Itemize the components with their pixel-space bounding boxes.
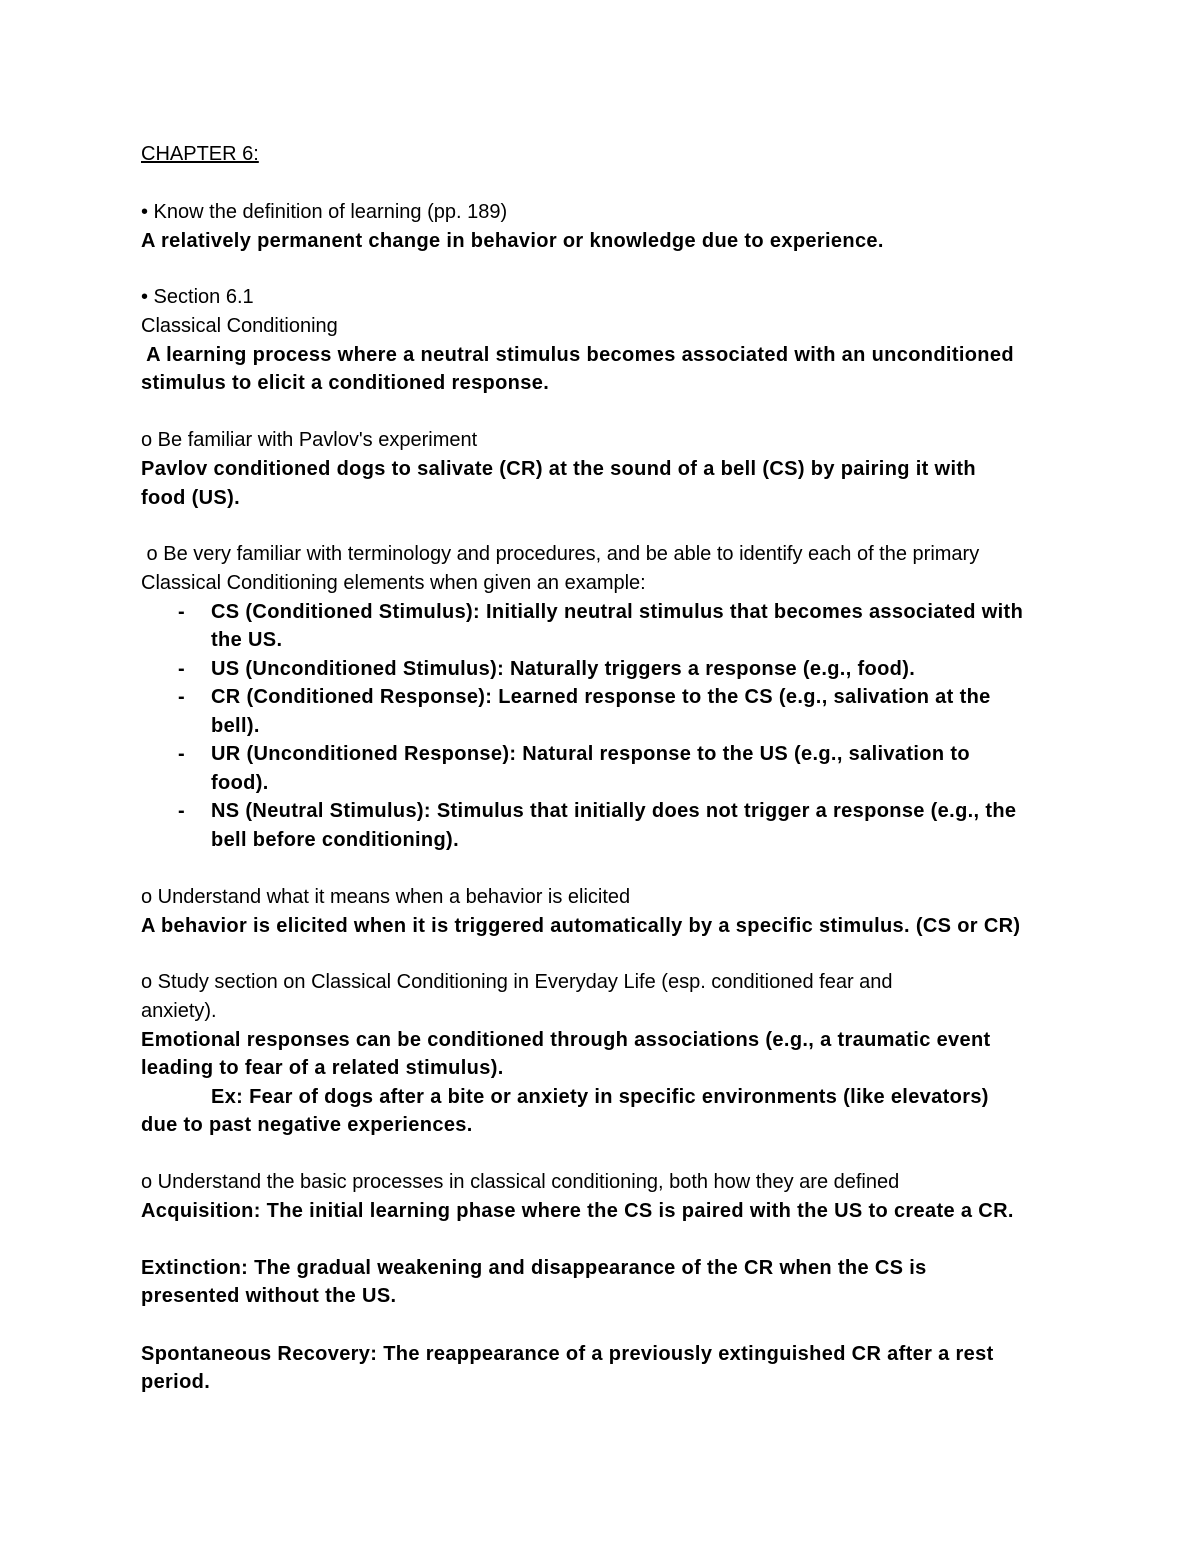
extinction-definition-line1: Extinction: The gradual weakening and disappearance of the CR when the CS is	[141, 1257, 927, 1279]
spontaneous-recovery-definition-line2: period.	[141, 1371, 211, 1393]
list-dash: -	[178, 800, 185, 822]
classical-conditioning-definition-line2: stimulus to elicit a conditioned response.	[141, 372, 550, 394]
list-item-text-continued: bell).	[211, 715, 260, 737]
list-item-text: US (Unconditioned Stimulus): Naturally triggers a response (e.g., food).	[211, 658, 916, 680]
learning-prompt: • Know the definition of learning (pp. 189)	[141, 201, 508, 223]
list-dash: -	[178, 601, 185, 623]
classical-conditioning-definition-line1: A learning process where a neutral stimulus becomes associated with an unconditioned	[141, 344, 1014, 366]
pavlov-answer-line1: Pavlov conditioned dogs to salivate (CR) at the sound of a bell (CS) by pairing it with	[141, 458, 976, 480]
list-item-text: CS (Conditioned Stimulus): Initially neutral stimulus that becomes associated with	[211, 601, 1024, 623]
pavlov-answer-line2: food (US).	[141, 487, 241, 509]
everyday-example-line2: due to past negative experiences.	[141, 1114, 473, 1136]
list-item-text-continued: the US.	[211, 629, 283, 651]
terminology-prompt-line1: o Be very familiar with terminology and procedures, and be able to identify each of the primary	[141, 543, 980, 565]
chapter-title: CHAPTER 6:	[141, 143, 259, 165]
elicited-answer: A behavior is elicited when it is triggered automatically by a specific stimulus. (CS or CR)	[141, 915, 1021, 937]
list-item-text: NS (Neutral Stimulus): Stimulus that initially does not trigger a response (e.g., the	[211, 800, 1017, 822]
learning-definition: A relatively permanent change in behavior or knowledge due to experience.	[141, 230, 884, 252]
list-dash: -	[178, 658, 185, 680]
list-item-text-continued: bell before conditioning).	[211, 829, 459, 851]
everyday-prompt-line2: anxiety).	[141, 1000, 217, 1022]
acquisition-definition: Acquisition: The initial learning phase where the CS is paired with the US to create a CR.	[141, 1200, 1014, 1222]
section-label: • Section 6.1	[141, 286, 254, 308]
everyday-answer-line1: Emotional responses can be conditioned through associations (e.g., a traumatic event	[141, 1029, 991, 1051]
everyday-prompt-line1: o Study section on Classical Conditioning in Everyday Life (esp. conditioned fear and	[141, 971, 893, 993]
terminology-prompt-line2: Classical Conditioning elements when given an example:	[141, 572, 646, 594]
extinction-definition-line2: presented without the US.	[141, 1285, 397, 1307]
elicited-prompt: o Understand what it means when a behavior is elicited	[141, 886, 631, 908]
everyday-example-line1: Ex: Fear of dogs after a bite or anxiety in specific environments (like elevators)	[211, 1086, 989, 1108]
spontaneous-recovery-definition-line1: Spontaneous Recovery: The reappearance of a previously extinguished CR after a rest	[141, 1343, 994, 1365]
list-item-text-continued: food).	[211, 772, 269, 794]
list-dash: -	[178, 743, 185, 765]
list-item-text: UR (Unconditioned Response): Natural response to the US (e.g., salivation to	[211, 743, 970, 765]
list-dash: -	[178, 686, 185, 708]
section-topic: Classical Conditioning	[141, 315, 338, 337]
processes-prompt: o Understand the basic processes in classical conditioning, both how they are defined	[141, 1171, 900, 1193]
list-item-text: CR (Conditioned Response): Learned response to the CS (e.g., salivation at the	[211, 686, 991, 708]
pavlov-prompt: o Be familiar with Pavlov's experiment	[141, 429, 478, 451]
everyday-answer-line2: leading to fear of a related stimulus).	[141, 1057, 504, 1079]
